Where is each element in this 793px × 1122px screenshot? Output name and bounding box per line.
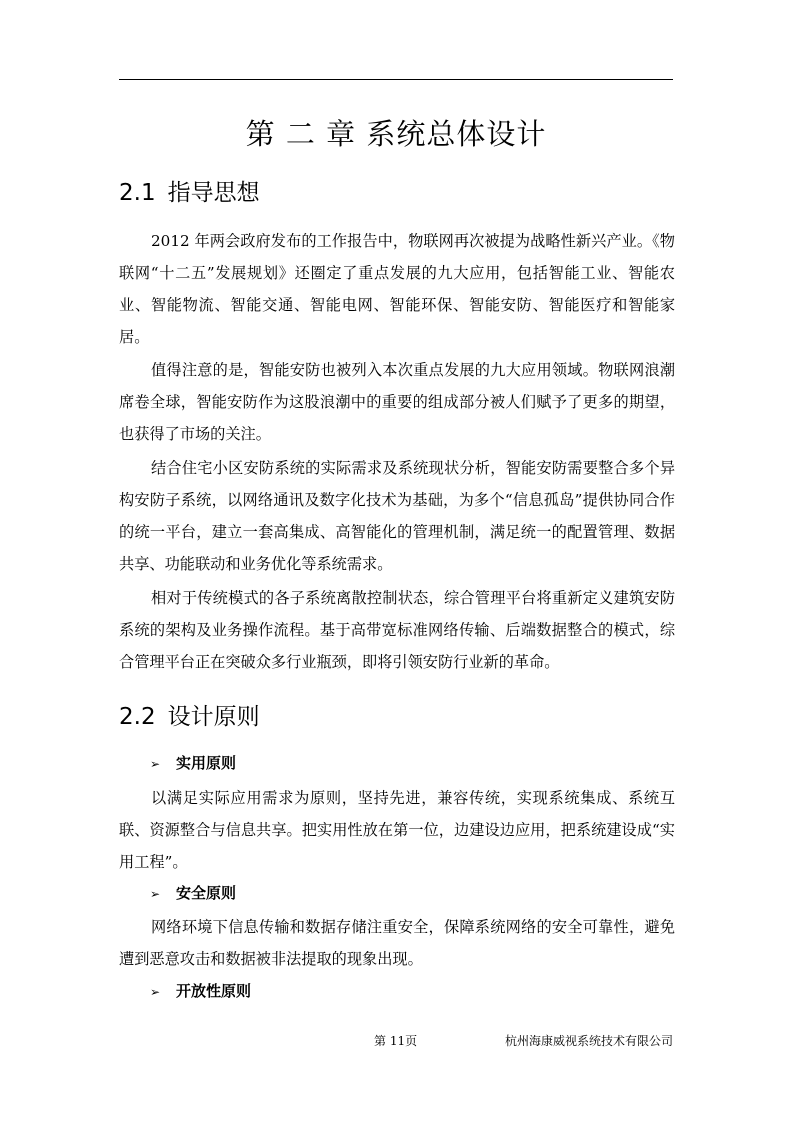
section-title: 设计原则: [167, 704, 260, 730]
principle-title: 开放性原则: [176, 982, 252, 1000]
principle-heading-security: [150, 882, 236, 905]
page-number: 第 11页: [374, 1034, 418, 1048]
section-number: 2.2: [119, 704, 156, 730]
paragraph: 2012 年两会政府发布的工作报告中，物联网再次被提为战略性新兴产业。《物联网“十二五”发展规划》还圈定了重点发展的九大应用，包括智能工业、智能农业、智能物流、智能交通、智能电网、智能环保、智能安防、智能医疗和智能家居。: [119, 232, 675, 346]
section-title: 指导思想: [167, 180, 260, 206]
arrow-bullet-icon: ➢: [150, 887, 161, 901]
header-rule: [119, 79, 673, 80]
section-heading-2-1: [119, 178, 260, 208]
section-number: 2.1: [119, 180, 156, 206]
chapter-title: 第 二 章 系统总体设计: [245, 117, 547, 151]
arrow-bullet-icon: ➢: [150, 985, 161, 999]
paragraph: 网络环境下信息传输和数据存储注重安全，保障系统网络的安全可靠性，避免遭到恶意攻击和数据被非法提取的现象出现。: [119, 918, 675, 968]
paragraph: 结合住宅小区安防系统的实际需求及系统现状分析，智能安防需要整合多个异构安防子系统，以网络通讯及数字化技术为基础，为多个“信息孤岛”提供协同合作的统一平台，建立一套高集成、高智能化的管理机制，满足统一的配置管理、数据共享、功能联动和业务优化等系统需求。: [119, 459, 675, 573]
section-heading-2-2: [119, 702, 260, 732]
company-name: 杭州海康威视系统技术有限公司: [504, 1034, 673, 1048]
principle-title: 实用原则: [176, 754, 237, 772]
principle-title: 安全原则: [176, 884, 237, 902]
paragraph: 值得注意的是，智能安防也被列入本次重点发展的九大应用领域。物联网浪潮席卷全球，智能安防作为这股浪潮中的重要的组成部分被人们赋予了更多的期望，也获得了市场的关注。: [119, 361, 675, 443]
paragraph: 以满足实际应用需求为原则，坚持先进，兼容传统，实现系统集成、系统互联、资源整合与信息共享。把实用性放在第一位，边建设边应用，把系统建设成“实用工程”。: [119, 789, 675, 871]
principle-heading-openness: [150, 980, 251, 1003]
paragraph: 相对于传统模式的各子系统离散控制状态，综合管理平台将重新定义建筑安防系统的架构及业务操作流程。基于高带宽标准网络传输、后端数据整合的模式，综合管理平台正在突破众多行业瓶颈，即将引领安防行业新的革命。: [119, 589, 675, 671]
principle-heading-practical: [150, 752, 236, 775]
arrow-bullet-icon: ➢: [150, 757, 161, 771]
